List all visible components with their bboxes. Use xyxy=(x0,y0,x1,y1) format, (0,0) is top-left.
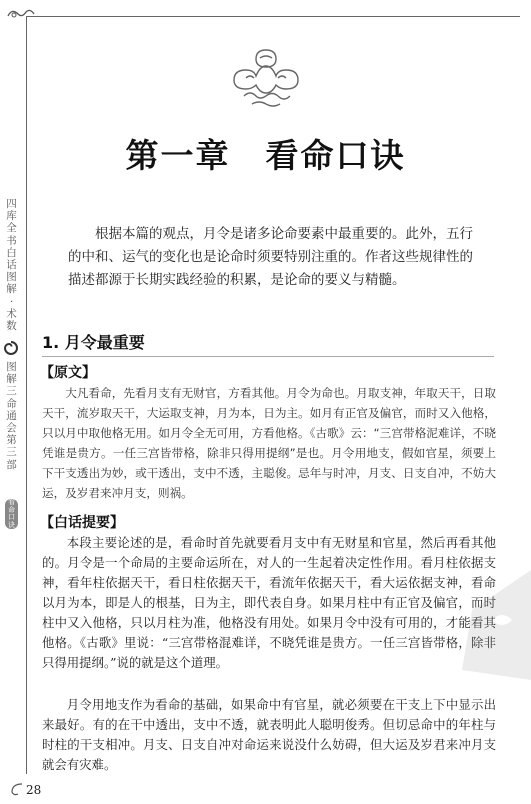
page-corner-swirl-icon xyxy=(8,780,26,798)
cloud-ornament-icon xyxy=(216,44,316,108)
plain-paragraph-1: 本段主要论述的是，看命时首先就要看月支中有无财星和官星，然后再看其他的。月令是一个命局的主要命运所在，对人的一生起着决定性作用。看月柱依据支神，看年柱依据天干，看日柱依据天干，看流年依据天干，看大运依据支神，看命以月为本，即是人的根基，日为主，即代表自身。如果月柱中有正官及偏官，而时柱中又入他格，只以月柱为准，他格没有用处。如果月令中没有可用的，才能看其他格。《古歌》里说：“三宫带格混难详，不晓凭谁是贵方。一任三宫皆带格，除非只得用提纲。”说的就是这个道理。 xyxy=(42,535,496,670)
sidebar-chapter-badge: 看命口诀 xyxy=(5,499,18,529)
watermark-stamp-icon xyxy=(452,570,531,680)
left-rule xyxy=(26,16,27,774)
chapter-title: 第一章 看命口诀 xyxy=(125,136,406,175)
sidebar-part-title: 图解三命通会第三部 xyxy=(6,361,17,471)
page-number: 28 xyxy=(26,783,42,797)
intro-paragraph: 根据本篇的观点，月令是诸多论命要素中最重要的。此外，五行的中和、运气的变化也是论命时须要特别注重的。作者这些规律性的描述都源于长期实践经验的积累，是论命的要义与精髓。 xyxy=(68,226,473,288)
section-underline xyxy=(42,356,494,357)
sidebar-series-title: 四库全书白话图解·术数 xyxy=(6,198,17,333)
section-heading: 1. 月令最重要 xyxy=(42,333,145,352)
original-heading: 【原文】 xyxy=(40,365,96,381)
plain-paragraph-2: 月令用地支作为看命的基础，如果命中有官星，就必须要在干支上下中显示出来最好。有的在干中透出，支中不透，就表明此人聪明俊秀。但切忌命中的年柱与时柱的干支相冲。月支、日支自冲对命运来说没什么妨碍，但大运及岁君来冲月支就会有灾难。 xyxy=(42,697,496,772)
top-rule xyxy=(26,16,520,17)
original-text: 大凡看命，先看月支有无财官，方看其他。月令为命也。月取支神，年取天干，日取天干，流岁取天干，大运取支神，月为本，日为主。如月有正官及偏官，而时又入他格，只以月中取他格无用。如月令全无可用，方看他格。《古歌》云：“三宫带格泥难详，不晓凭谁是贵方。一任三宫皆带格，除非只得用提纲”是也。月令用地支，假如官星，须要上下干支透出为妙，或干透出，支中不透，主聪俊。忌年与时冲，月支、日支自冲，不妨大运，及岁君来冲月支，则祸。 xyxy=(42,386,496,500)
swirl-icon xyxy=(3,340,19,356)
plain-heading: 【白话提要】 xyxy=(40,515,124,531)
